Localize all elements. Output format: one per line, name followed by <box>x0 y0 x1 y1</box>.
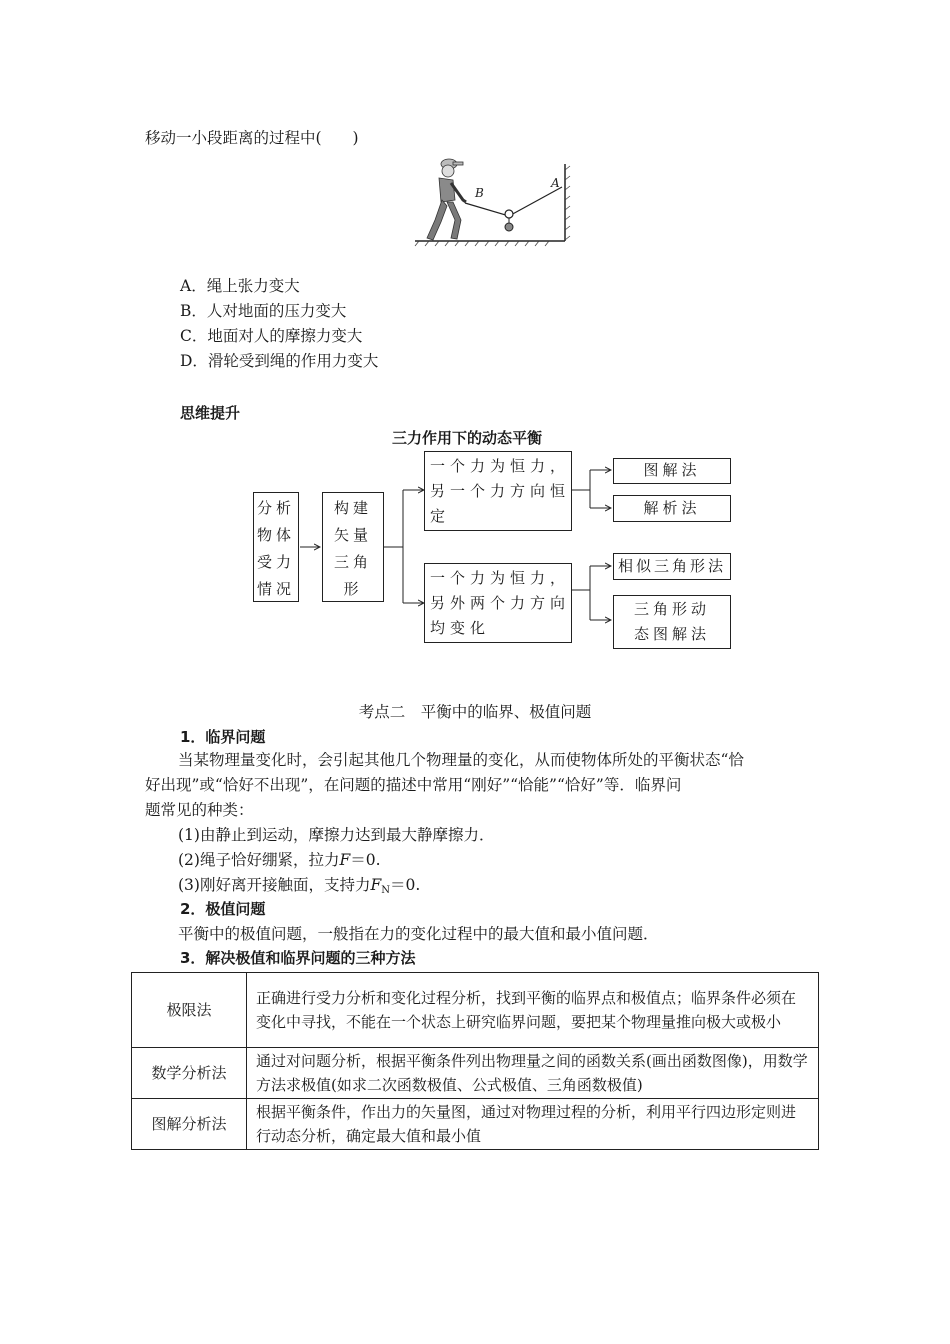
critical-heading: 1．临界问题 <box>180 728 266 746</box>
critical-para-line-3: 题常见的种类： <box>145 801 254 819</box>
box-case-two-vary: 一个力为恒力， 另外两个力方向 均变化 <box>424 563 572 643</box>
label-b: B <box>475 186 484 200</box>
method-desc-cell: 通过对问题分析，根据平衡条件列出物理量之间的函数关系(画出函数图像)，用数学方法求极值(如求二次函数极值、公式极值、三角函数极值) <box>247 1048 819 1099</box>
weight <box>505 223 513 231</box>
table-row <box>132 1048 819 1099</box>
extreme-para: 平衡中的极值问题，一般指在力的变化过程中的最大值和最小值问题． <box>178 925 659 943</box>
section-title: 考点二 平衡中的临界、极值问题 <box>358 703 592 721</box>
method-desc-cell: 正确进行受力分析和变化过程分析，找到平衡的临界点和极值点；临界条件必须在变化中寻找，不能在一个状态上研究临界问题，要把某个物理量推向极大或极小 <box>247 973 819 1048</box>
person-figure <box>427 159 466 240</box>
critical-item-1: (1)由静止到运动，摩擦力达到最大静摩擦力． <box>178 826 495 844</box>
option-c[interactable]: C．地面对人的摩擦力变大 <box>180 327 363 345</box>
extreme-heading: 2．极值问题 <box>180 900 266 918</box>
critical-item-2: (2)绳子恰好绷紧，拉力F＝0. <box>178 851 381 869</box>
methods-heading: 3．解决极值和临界问题的三种方法 <box>180 949 416 967</box>
critical-para-line-2: 好出现”或“恰好不出现”，在问题的描述中常用“刚好”“恰能”“恰好”等．临界问 <box>145 776 682 794</box>
method-name-cell: 极限法 <box>132 973 247 1048</box>
table-row <box>132 973 819 1048</box>
table-row <box>132 1099 819 1150</box>
critical-para-line-1: 当某物理量变化时，会引起其他几个物理量的变化，从而使物体所处的平衡状态“恰 <box>178 751 744 769</box>
option-a[interactable]: A．绳上张力变大 <box>180 277 300 295</box>
method-desc-cell: 根据平衡条件，作出力的矢量图，通过对物理过程的分析，利用平行四边形定则进行动态分析，确定最大值和最小值 <box>247 1099 819 1150</box>
method-name-cell: 图解分析法 <box>132 1099 247 1150</box>
method-dynamic-triangle-box: 三角形动 态图解法 <box>613 595 731 649</box>
method-graph-box: 图解法 <box>613 458 731 484</box>
method-similar-triangle-box: 相似三角形法 <box>613 553 731 580</box>
pulley <box>505 210 513 218</box>
method-name-cell: 数学分析法 <box>132 1048 247 1099</box>
option-d[interactable]: D．滑轮受到绳的作用力变大 <box>180 352 379 370</box>
methods-table <box>131 972 819 1150</box>
box-analyze: 分析 物体 受力 情况 <box>253 492 299 602</box>
flowchart-title: 三力作用下的动态平衡 <box>392 429 543 447</box>
pulley-figure <box>405 150 575 250</box>
thinking-heading: 思维提升 <box>180 404 241 422</box>
method-analytic-box: 解析法 <box>613 495 731 522</box>
question-stem-tail: 移动一小段距离的过程中( ) <box>145 129 359 147</box>
label-a: A <box>551 176 560 190</box>
critical-item-3: (3)刚好离开接触面，支持力$F_N=0$. <box>178 876 421 896</box>
option-b[interactable]: B．人对地面的压力变大 <box>180 302 347 320</box>
box-construct: 构建 矢量 三角 形 <box>322 492 384 602</box>
box-case-one-fixed: 一个力为恒力， 另一个力方向恒 定 <box>424 451 572 531</box>
